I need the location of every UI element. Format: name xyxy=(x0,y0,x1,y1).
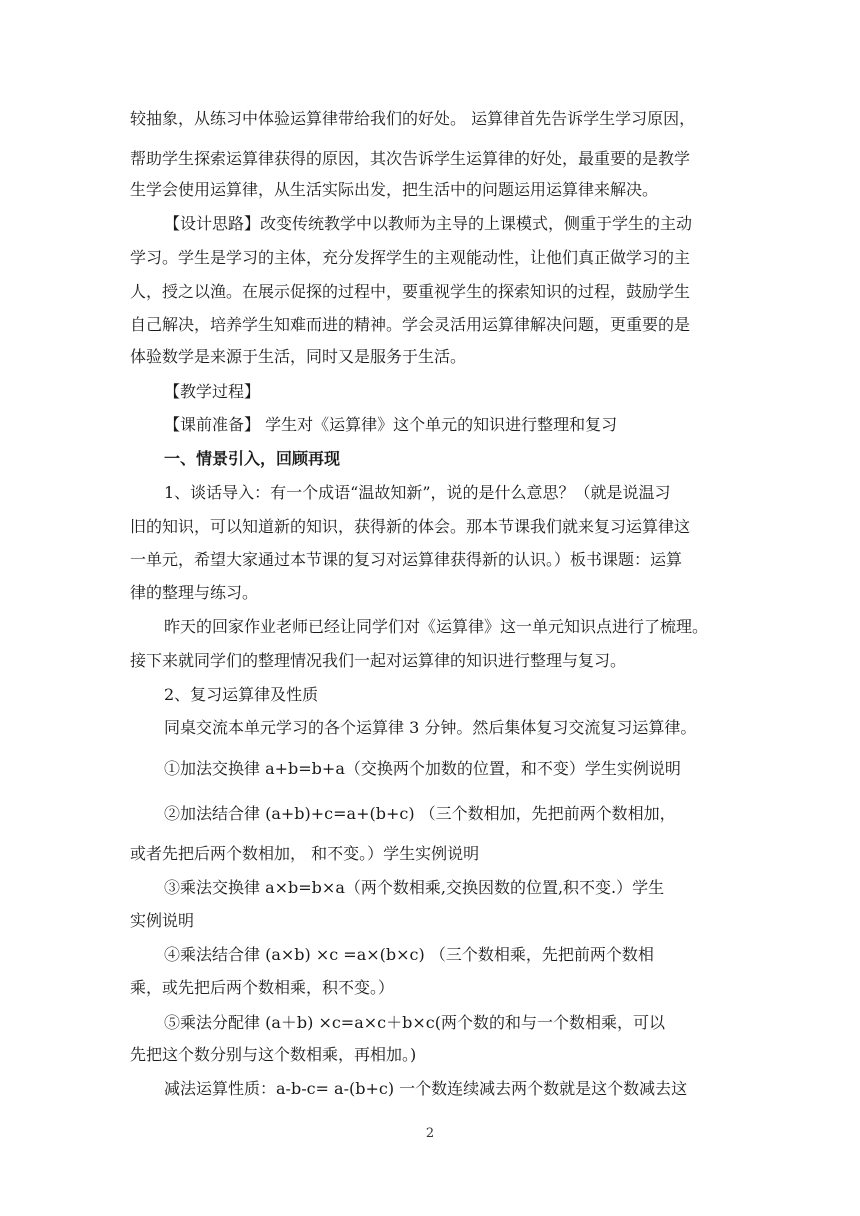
page-number: 2 xyxy=(425,1126,435,1141)
text-line: 【设计思路】改变传统教学中以教师为主导的上课模式，侧重于学生的主动 xyxy=(164,214,693,233)
text-line: 一单元，希望大家通过本节课的复习对运算律获得新的认识。）板书课题：运算 xyxy=(130,550,683,569)
law-item: ②加法结合律 (a+b)+c=a+(b+c) （三个数相加，先把前两个数相加， xyxy=(164,804,676,823)
text-line: 先把这个数分别与这个数相乘，再相加。) xyxy=(130,1045,417,1064)
text-line: 较抽象，从练习中体验运算律带给我们的好处。 运算律首先告诉学生学习原因， xyxy=(130,109,696,128)
text-line: 旧的知识，可以知道新的知识，获得新的体会。那本节课我们就来复习运算律这 xyxy=(130,517,691,536)
section-heading: 【教学过程】 xyxy=(164,382,261,401)
text-line: 实例说明 xyxy=(130,911,195,930)
text-line: 减法运算性质：a-b-c= a-(b+c) 一个数连续减去两个数就是这个数减去这 xyxy=(164,1079,688,1098)
text-line: 昨天的回家作业老师已经让同学们对《运算律》这一单元知识点进行了梳理。 xyxy=(164,617,709,636)
text-line: 生学会使用运算律，从生活实际出发，把生活中的问题运用运算律来解决。 xyxy=(130,180,659,199)
law-item: ③乘法交换律 a×b=b×a（两个数相乘,交换因数的位置,积不变.）学生 xyxy=(164,878,665,897)
text-line: 体验数学是来源于生活，同时又是服务于生活。 xyxy=(130,347,467,366)
subheading: 2、复习运算律及性质 xyxy=(164,685,319,704)
law-item: ①加法交换律 a+b=b+a（交换两个加数的位置，和不变）学生实例说明 xyxy=(164,759,681,778)
text-line: 人，授之以渔。在展示促探的过程中，要重视学生的探索知识的过程，鼓励学生 xyxy=(130,282,691,301)
text-line: 接下来就同学们的整理情况我们一起对运算律的知识进行整理与复习。 xyxy=(130,651,627,670)
text-line: 自己解决，培养学生知难而进的精神。学会灵活用运算律解决问题，更重要的是 xyxy=(130,315,691,334)
text-line: 律的整理与练习。 xyxy=(130,583,259,602)
text-line: 乘，或先把后两个数相乘，积不变。） xyxy=(130,978,395,997)
law-item: ④乘法结合律 (a×b) ×c =a×(b×c) （三个数相乘，先把前两个数相 xyxy=(164,945,654,964)
section-title: 一、情景引入，回顾再现 xyxy=(164,449,341,468)
law-item: ⑤乘法分配律 (a＋b) ×c=a×c＋b×c(两个数的和与一个数相乘，可以 xyxy=(164,1013,665,1032)
text-line: 1、谈话导入：有一个成语“温故知新”，说的是什么意思？（就是说温习 xyxy=(164,483,671,502)
text-line: 帮助学生探索运算律获得的原因，其次告诉学生运算律的好处，最重要的是教学 xyxy=(130,149,691,168)
text-line: 同桌交流本单元学习的各个运算律 3 分钟。然后集体复习交流复习运算律。 xyxy=(164,718,697,737)
text-line: 或者先把后两个数相加， 和不变。）学生实例说明 xyxy=(130,844,480,863)
section-heading: 【课前准备】 学生对《运算律》这个单元的知识进行整理和复习 xyxy=(164,415,618,434)
text-line: 学习。学生是学习的主体，充分发挥学生的主观能动性，让他们真正做学习的主 xyxy=(130,248,691,267)
